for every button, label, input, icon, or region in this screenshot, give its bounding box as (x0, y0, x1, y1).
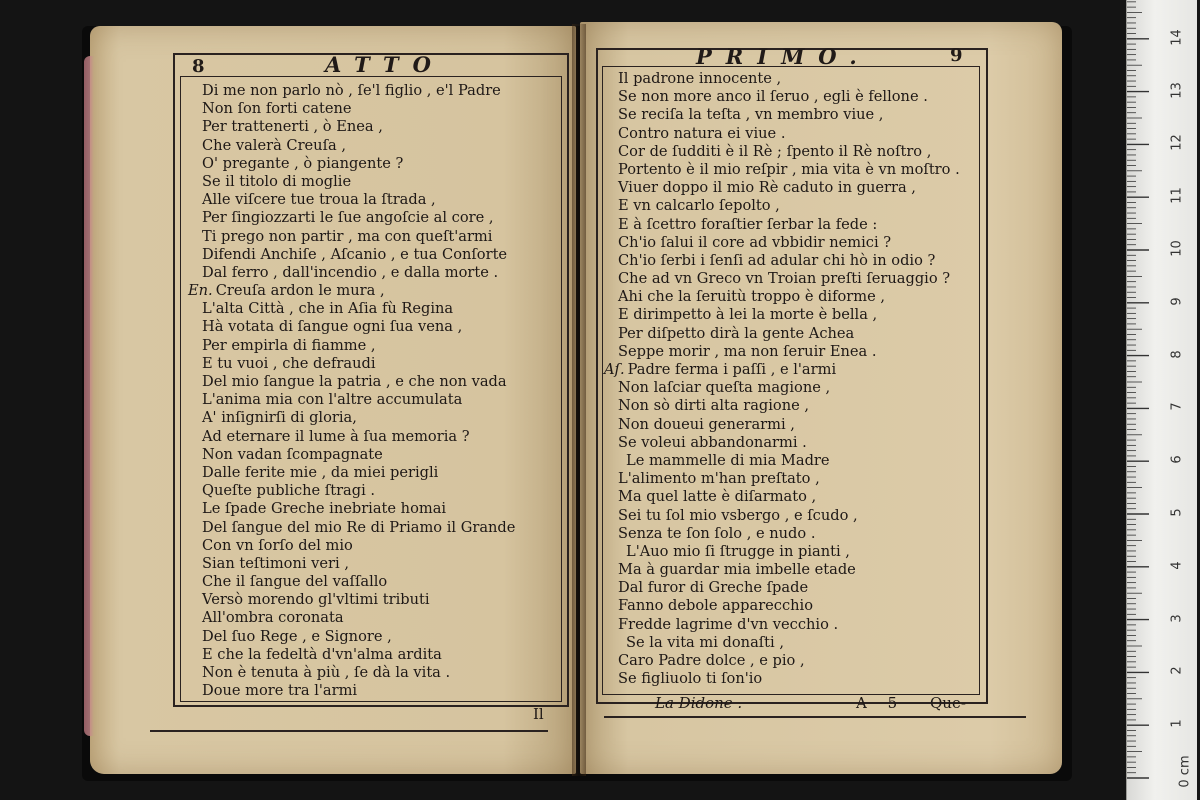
verse-line (604, 416, 960, 434)
ruler-number: 9 (1169, 297, 1185, 306)
signature-mark: A 5 (856, 694, 906, 712)
verse-text: Viuer doppo il mio Rè caduto in guerra , (618, 179, 916, 197)
verse-text: Fredde lagrime d'vn vecchio . (618, 615, 839, 633)
verse-line (604, 179, 960, 197)
verse-text: Del ſangue del mio Re di Priamo il Grande (202, 518, 516, 536)
verse-text: Ch'io ſerbi i ſenſi ad adular chi hò in odio ? (618, 251, 936, 269)
verse-line (188, 155, 515, 173)
verse-line (604, 143, 960, 161)
verse-line (188, 500, 515, 518)
verse-line (604, 434, 960, 452)
verse-text: Non ſon forti catene (202, 100, 352, 118)
right-running-head: PRIMO. (696, 44, 871, 69)
verse-line (604, 234, 960, 252)
verse-text: Ti prego non partir , ma con queſt'armi (202, 227, 493, 245)
verse-text: Il padrone innocente , (618, 70, 782, 87)
verse-line (604, 252, 960, 270)
verse-text: Non è tenuta à più , ſe dà la vita . (202, 664, 451, 681)
verse-text: Non doueui generarmi , (618, 415, 795, 433)
verse-line (604, 161, 960, 179)
verse-line (188, 191, 515, 209)
verse-text: Doue more tra l'armi (202, 682, 358, 700)
verse-line (188, 573, 515, 591)
verse-line (604, 579, 960, 597)
verse-text: Ad eternare il lume à ſua memoria ? (202, 427, 470, 445)
left-running-head: ATTO (325, 52, 445, 77)
verse-text: Di me non parlo nò , ſe'l figlio , e'l Padre (202, 82, 501, 99)
verse-text: O' pregante , ò piangente ? (202, 154, 404, 172)
ruler-number: 8 (1169, 349, 1185, 359)
verse-text: Hà votata di ſangue ogni ſua vena , (202, 318, 463, 336)
ruler-number: 5 (1169, 508, 1185, 517)
verse-text: L'Auo mio ſi ſtrugge in pianti , (626, 542, 850, 560)
verse-line (604, 216, 960, 234)
verse-line (188, 355, 515, 373)
verse-line (604, 634, 960, 652)
verse-line (188, 482, 515, 500)
verse-text: Alle viſcere tue troua la ſtrada , (202, 191, 436, 209)
left-bottom-rule (150, 730, 548, 732)
verse-line (604, 561, 960, 579)
verse-text: Difendi Anchiſe , Aſcanio , e tua Conſorte (202, 245, 508, 263)
ruler-ticks (1127, 0, 1197, 800)
verse-line (188, 264, 515, 282)
verse-text: Con vn ſorſo del mio (202, 536, 353, 554)
verse-text: Non sò dirti alta ragione , (618, 397, 810, 415)
verse-text: Se reciſa la teſta , vn membro viue , (618, 106, 884, 124)
ruler-unit-label: 0 cm (1177, 755, 1193, 788)
verse-line (188, 519, 515, 537)
verse-line (604, 470, 960, 488)
verse-line (188, 246, 515, 264)
verse-text: Dalle ferite mie , da miei perigli (202, 463, 439, 481)
verse-line (604, 88, 960, 106)
signature-title: La Didone . (655, 694, 743, 712)
verse-line (188, 409, 515, 427)
verse-text: Non vadan ſcompagnate (202, 445, 383, 463)
verse-line (604, 507, 960, 525)
verse-text: Versò morendo gl'vltimi tributi (202, 591, 430, 609)
verse-line (604, 125, 960, 143)
verse-line (188, 391, 515, 409)
verse-text: Per diſpetto dirà la gente Achea (618, 324, 855, 342)
verse-text: Dal ferro , dall'incendio , e dalla morte . (202, 263, 499, 281)
verse-line (604, 306, 960, 324)
verse-text: Che ad vn Greco vn Troian preſti ſeruaggio ? (618, 270, 951, 288)
verse-line (188, 100, 515, 118)
verse-line (188, 609, 515, 627)
verse-text: L'alta Città , che in Aſia fù Regina (202, 300, 454, 318)
verse-line (604, 361, 960, 379)
verse-text: Del ſuo Rege , e Signore , (202, 627, 392, 645)
verse-text: Se la vita mi donaſti , (626, 633, 784, 651)
verse-text: Se figliuolo ti ſon'io (618, 670, 763, 688)
verse-line (604, 397, 960, 415)
ruler-number: 11 (1169, 187, 1185, 204)
verse-text: A' inſignirſi di gloria, (202, 409, 357, 427)
verse-line (604, 525, 960, 543)
verse-text: Ma quel latte è diſarmato , (618, 488, 817, 506)
verse-line (188, 555, 515, 573)
left-page-number: 8 (192, 56, 205, 77)
verse-line (188, 228, 515, 246)
verse-text: Fanno debole apparecchio (618, 597, 814, 615)
verse-text: All'ombra coronata (202, 609, 344, 627)
book-gutter (572, 24, 586, 776)
verse-text: Se voleui abbandonarmi . (618, 433, 807, 451)
verse-line (604, 597, 960, 615)
speaker-label: Aſ. (604, 361, 625, 378)
verse-text: Le ſpade Greche inebriate homai (202, 500, 447, 518)
verse-line (188, 591, 515, 609)
verse-line (604, 452, 960, 470)
ruler-number: 12 (1169, 134, 1185, 152)
ruler-number: 13 (1169, 81, 1185, 99)
verse-text: E vn calcarlo ſepolto , (618, 197, 780, 215)
verse-line (188, 173, 515, 191)
verse-text: Caro Padre dolce , e pio , (618, 652, 805, 669)
verse-text: Per trattenerti , ò Enea , (202, 118, 383, 136)
right-verse-column (604, 70, 960, 688)
verse-line (604, 270, 960, 288)
verse-text: E tu vuoi , che defraudi (202, 354, 376, 372)
verse-line (604, 616, 960, 634)
verse-text: E dirimpetto à lei la morte è bella , (618, 306, 878, 324)
verse-line (188, 300, 515, 318)
verse-text: Ch'io ſalui il core ad vbbidir nemici ? (618, 233, 892, 251)
speaker-label: En. (188, 282, 213, 300)
verse-line (188, 373, 515, 391)
ruler-number: 3 (1169, 613, 1185, 623)
verse-line (604, 70, 960, 88)
right-page-number: 9 (950, 45, 963, 66)
verse-line (604, 343, 960, 361)
verse-text: Che valerà Creuſa , (202, 136, 346, 154)
verse-text: Seppe morir , ma non ſeruir Enea . (618, 342, 877, 360)
verse-line (188, 209, 515, 227)
right-bottom-rule (604, 716, 1026, 718)
left-verse-column (188, 82, 515, 700)
verse-text: Dal furor di Greche ſpade (618, 579, 809, 597)
verse-text: Sei tu ſol mio vsbergo , e ſcudo , (618, 506, 858, 524)
verse-line (188, 137, 515, 155)
verse-line (188, 628, 515, 646)
verse-line (188, 446, 515, 464)
verse-line (604, 379, 960, 397)
verse-text: Non laſciar queſta magione , (618, 379, 831, 397)
verse-line (188, 682, 515, 700)
verse-text: Sian teſtimoni veri , (202, 554, 349, 572)
verse-line (604, 325, 960, 343)
verse-text: Padre ferma i paſſi , e l'armi (627, 361, 837, 378)
verse-text: L'anima mia con l'altre accumulata (202, 391, 463, 409)
ruler-number: 2 (1169, 666, 1185, 676)
ruler-number: 6 (1169, 455, 1185, 464)
verse-text: Per ſingiozzarti le ſue angoſcie al core , (202, 209, 494, 227)
verse-text: Cor de ſudditi è il Rè ; ſpento il Rè noſtro , (618, 142, 932, 160)
verse-line (188, 464, 515, 482)
verse-line (188, 318, 515, 336)
verse-line (188, 646, 515, 664)
verse-text: Creuſa ardon le mura , (215, 282, 385, 300)
ruler-number: 4 (1169, 561, 1185, 570)
verse-text: Le mammelle di mia Madre (626, 451, 830, 469)
verse-line (604, 106, 960, 124)
verse-line (604, 652, 960, 670)
verse-text: E che la fedeltà d'vn'alma ardita (202, 645, 442, 663)
verse-line (604, 543, 960, 561)
verse-text: Che il ſangue del vaſſallo (202, 573, 388, 591)
verse-line (604, 288, 960, 306)
verse-text: Se non more anco il ſeruo , egli è fellone . (618, 88, 928, 106)
verse-text: Contro natura ei viue . (618, 124, 786, 142)
verse-line (188, 118, 515, 136)
verse-text: Se il titolo di moglie (202, 172, 352, 190)
verse-line (188, 537, 515, 555)
left-catchword: Il (533, 705, 544, 723)
verse-text: E à ſcettro foraſtier ſerbar la fede : (618, 215, 878, 233)
verse-text: Portento è il mio reſpir , mia vita è vn moſtro . (618, 160, 960, 178)
ruler-number: 14 (1169, 29, 1185, 46)
verse-text: Ma à guardar mia imbelle etade (618, 561, 856, 579)
verse-line (188, 82, 515, 100)
ruler-number: 10 (1169, 240, 1185, 257)
verse-line (604, 488, 960, 506)
verse-line (604, 670, 960, 688)
verse-text: Queſte publiche ſtragi . (202, 482, 376, 500)
verse-text: Del mio ſangue la patria , e che non vada (202, 373, 507, 390)
measuring-ruler (1126, 0, 1197, 800)
verse-line (188, 337, 515, 355)
verse-line (188, 428, 515, 446)
ruler-number: 7 (1169, 402, 1185, 412)
verse-text: Ahi che la ſeruitù troppo è diforme , (618, 288, 886, 306)
right-catchword: Que- (930, 694, 966, 712)
verse-line (188, 282, 515, 300)
verse-text: Per empirla di fiamme , (202, 336, 376, 354)
verse-line (188, 664, 515, 682)
verse-line (604, 197, 960, 215)
ruler-number: 1 (1169, 719, 1185, 728)
verse-text: L'alimento m'han preſtato , (618, 470, 820, 488)
verse-text: Senza te ſon ſolo , e nudo . (618, 524, 816, 542)
